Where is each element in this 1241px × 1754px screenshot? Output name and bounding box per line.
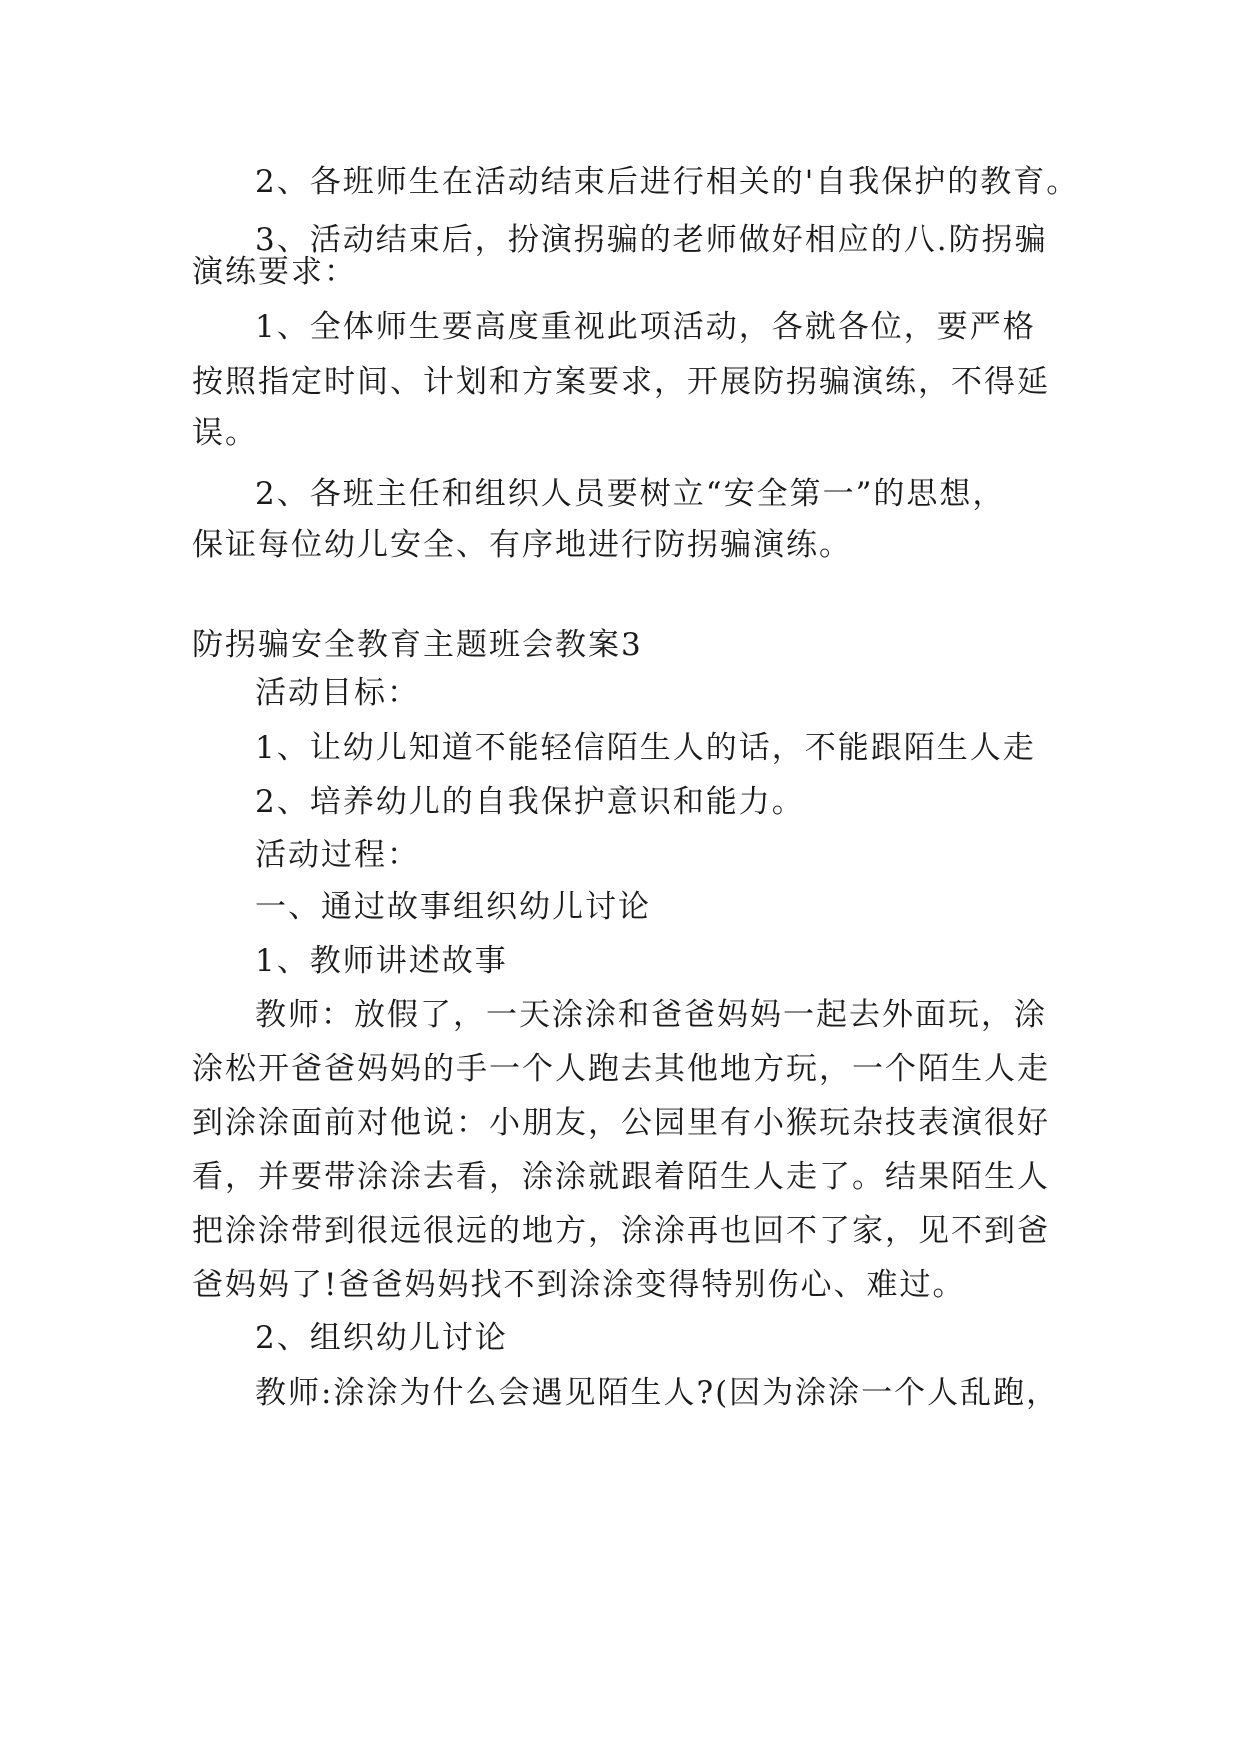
- story-line-4: 看，并要带涂涂去看，涂涂就跟着陌生人走了。结果陌生人: [192, 1159, 1050, 1195]
- paragraph-requirement-1: 1、全体师生要高度重视此项活动，各就各位，要严格: [255, 309, 1036, 345]
- story-line-2: 涂松开爸爸妈妈的手一个人跑去其他地方玩，一个陌生人走: [192, 1051, 1050, 1087]
- goal-2: 2、培养幼儿的自我保护意识和能力。: [255, 784, 805, 820]
- paragraph-requirement-2: 2、各班主任和组织人员要树立“安全第一”的思想，: [255, 476, 1006, 512]
- process-sub-1: 1、教师讲述故事: [255, 943, 508, 979]
- story-line-6: 爸妈妈了!爸爸妈妈找不到涂涂变得特别伤心、难过。: [192, 1267, 966, 1303]
- paragraph-requirement-1-cont: 按照指定时间、计划和方案要求，开展防拐骗演练，不得延: [192, 364, 1050, 400]
- paragraph-requirement-1-end: 误。: [192, 415, 258, 451]
- paragraph-after-activity: 3、活动结束后，扮演拐骗的老师做好相应的八.防拐骗: [255, 222, 1048, 258]
- heading-activity-goals: 活动目标：: [255, 675, 420, 711]
- process-sub-2: 2、组织幼儿讨论: [255, 1320, 508, 1356]
- story-line-5: 把涂涂带到很远很远的地方，涂涂再也回不了家，见不到爸: [192, 1213, 1050, 1249]
- story-line-1: 教师：放假了，一天涂涂和爸爸妈妈一起去外面玩，涂: [255, 997, 1047, 1033]
- heading-activity-process: 活动过程：: [255, 837, 420, 873]
- story-line-3: 到涂涂面前对他说：小朋友，公园里有小猴玩杂技表演很好: [192, 1105, 1050, 1141]
- process-step-1: 一、通过故事组织幼儿讨论: [255, 889, 651, 925]
- paragraph-after-activity-cont: 演练要求：: [192, 254, 357, 290]
- discussion-line-1: 教师:涂涂为什么会遇见陌生人?(因为涂涂一个人乱跑，: [255, 1375, 1060, 1411]
- paragraph-requirement-2-cont: 保证每位幼儿安全、有序地进行防拐骗演练。: [192, 527, 852, 563]
- paragraph-self-protection-education: 2、各班师生在活动结束后进行相关的'自我保护的教育。: [255, 164, 1080, 200]
- section-title: 防拐骗安全教育主题班会教案3: [192, 627, 643, 663]
- goal-1: 1、让幼儿知道不能轻信陌生人的话，不能跟陌生人走: [255, 730, 1036, 766]
